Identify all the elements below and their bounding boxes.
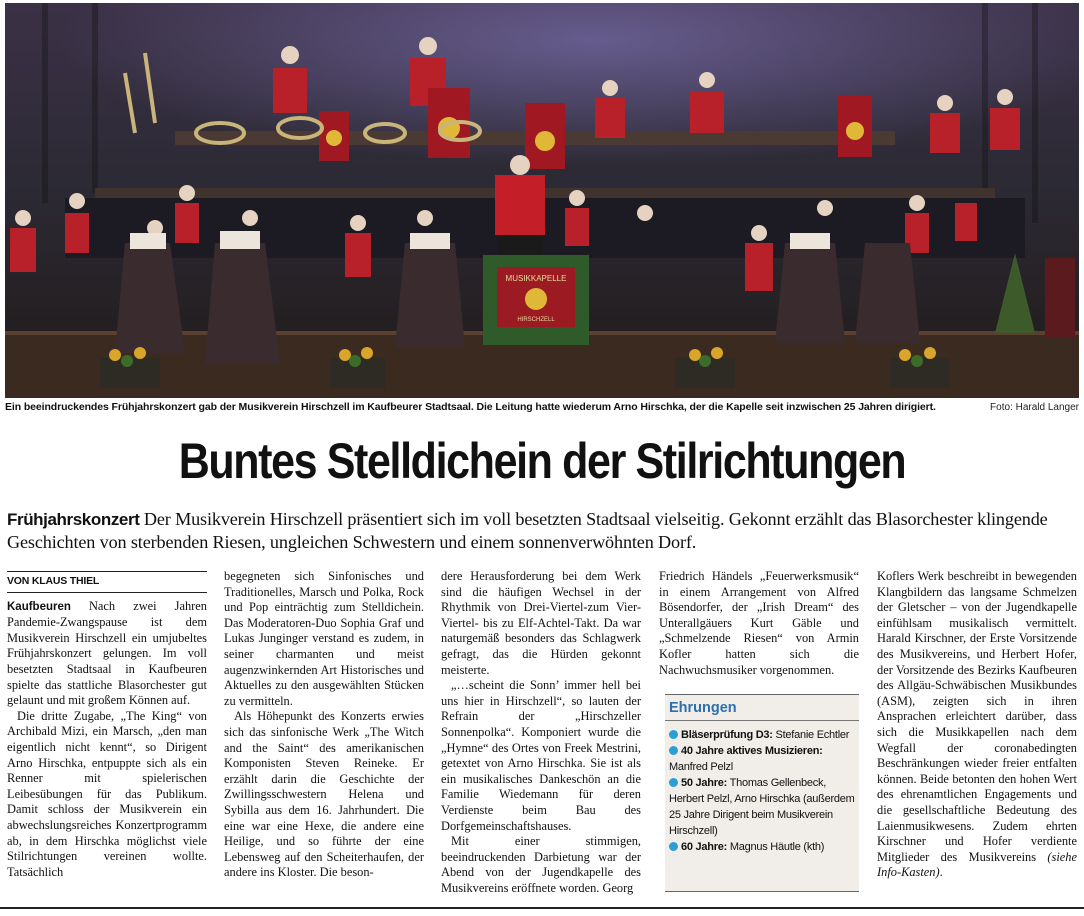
honors-item-text: Magnus Häutle (kth) bbox=[727, 841, 825, 853]
column-4-paragraph-1: Friedrich Händels „Feuerwerksmusik“ in einem Arrangement von Alfred Bösendorfer, der „Irish Dream“ des Unterallgäuers Kurt Gäble und „Schmelzende Riesen“ von Armin Kofler hatten sich die Nachwuchsmusiker vorgenommen. bbox=[659, 569, 859, 677]
column-3-paragraph-2: „…scheint die Sonn’ immer hell bei uns hier in Hirschzell“, so lauten der Refrain der „Hirschzeller Sonnenpolka“. Komponiert wurde die „Hymne“ des Ortes von Freek Mestrini, getextet von Arno Hirschka. Sie ist als ein musikalisches Dankeschön an die Familie Wiedemann für deren Verdienste beim Bau des Dorfgemeinschaftshauses. bbox=[441, 678, 641, 833]
author-byline: VON KLAUS THIEL bbox=[7, 571, 207, 593]
bullet-icon bbox=[669, 730, 678, 739]
honors-item bbox=[669, 839, 855, 855]
headline: Buntes Stelldichein der Stilrichtungen bbox=[178, 433, 906, 489]
honors-item-label: Bläserprüfung D3: bbox=[681, 729, 773, 741]
info-box-title: Ehrungen bbox=[665, 695, 859, 721]
podium-banner-text: MUSIKKAPELLE bbox=[505, 274, 567, 283]
honors-list bbox=[665, 727, 859, 855]
honors-item bbox=[669, 727, 855, 743]
article-column-5 bbox=[877, 569, 1077, 881]
article-column-2 bbox=[224, 569, 424, 881]
honors-item bbox=[669, 743, 855, 775]
column-2-paragraph-2: Als Höhepunkt des Konzerts erwies sich das sinfonische Werk „The Witch and the Saint“ des amerikanischen Komponisten Steven Reineke. Er erzählt darin die Geschichte der Zwillingsschwestern Helena und Sybilla aus dem 16. Jahrhundert. Die eine war eine Hexe, die andere eine Heilige, und so führte der eine Lebensweg auf den Scheiterhaufen, der andere ins Kloster. Die beson- bbox=[224, 709, 424, 880]
lead-kicker: Frühjahrskonzert bbox=[7, 510, 140, 529]
dateline-location: Kaufbeuren bbox=[7, 600, 71, 613]
honors-item-text: Stefanie Echtler bbox=[772, 729, 850, 741]
bullet-icon bbox=[669, 778, 678, 787]
article-column-4 bbox=[659, 569, 859, 678]
podium-banner-subtext: HIRSCHZELL bbox=[517, 317, 555, 323]
honors-item bbox=[669, 775, 855, 839]
column-3-paragraph-3: Mit einer stimmigen, beeindruckenden Darbietung war der Abend von der Jugendkapelle des Musikvereins eröffnete worden. Georg bbox=[441, 834, 641, 895]
honors-item-label: 50 Jahre: bbox=[681, 777, 728, 789]
photo-credit: Foto: Harald Langer bbox=[990, 402, 1079, 413]
info-box-reference: (siehe Info-Kasten) bbox=[877, 849, 1077, 880]
honors-item-text: Manfred Pelzl bbox=[669, 761, 734, 773]
honors-item-text: Thomas Gellenbeck, Herbert Pelzl, Arno Hirschka (außerdem 25 Jahre Dirigent beim Musikverein Hirschzell) bbox=[669, 777, 855, 837]
article-column-1 bbox=[7, 571, 207, 880]
concert-photo bbox=[5, 3, 1079, 398]
column-3-paragraph-1: dere Herausforderung bei dem Werk sind die häufigen Wechsel in der Rhythmik von Drei-Viertel-zum Vier-Viertel- bis zu Elf-Achtel-Takt. Da war naturgemäß besonders das Schlagwerk gefragt, das die Hürden gekonnt meisterte. bbox=[441, 569, 641, 677]
article-column-3 bbox=[441, 569, 641, 896]
column-1-paragraph-1-text: Nach zwei Jahren Pandemie-Zwangspause ist dem Musikverein Hirschzell ein umjubeltes Frühjahrskonzert gelungen. Im voll besetzten Stadtsaal in Kaufbeuren spielte das stattliche Blasorchester gut gelaunt und mit großem Können auf. bbox=[7, 598, 207, 708]
bottom-rule bbox=[0, 907, 1084, 909]
honors-item-label: 60 Jahre: bbox=[681, 841, 728, 853]
bullet-icon bbox=[669, 746, 678, 755]
column-5-paragraph-1 bbox=[877, 569, 1077, 881]
lead-text: Der Musikverein Hirschzell präsentiert sich im voll besetzten Stadtsaal vielseitig. Gekonnt erzählt das Blasorchester klingende Geschichten von sterbenden Riesen, ungleichen Schwestern und einem sonnenverwöhnten Dorf. bbox=[7, 509, 1048, 552]
column-1-paragraph-2: Die dritte Zugabe, „The King“ von Archibald Mizi, ein Marsch, „den man eigentlich nicht kennt“, so Dirigent Arno Hirschka, entpuppte sich als ein Renner mit spielerischen Leibesübungen für das Publikum. Damit schloss der Musikverein ein abwechslungsreiches Konzertprogramm ab, in dem Hirschka möglichst viele Stilrichtungen vereinen wollte. Tatsächlich bbox=[7, 708, 207, 879]
column-1-paragraph-1 bbox=[7, 599, 207, 709]
column-5-paragraph-1-text: Koflers Werk beschreibt in bewegenden Klangbildern das langsame Schmelzen der Gletscher – von der Jugendkapelle einfühlsam musikalisch vermittelt. Harald Kirschner, der Erste Vorsitzende des Musikvereins, und Herbert Hofer, der Vorsitzende des Bezirks Kaufbeuren des Allgäu-Schwäbischen Musikbundes (ASM), zeigten sich in ihren Ansprachen erleichtert darüber, dass sich die Musikkapellen nach dem Wegfall der coronabedingten Beschränkungen wieder freier entfalten können. Beide betonten den hohen Wert des ehrenamtlichen Engagements und die gesellschaftliche Bedeutung des Laienmusikwesens. Zudem ehrten Kirschner und Hofer verdiente Mitglieder des Musikvereins bbox=[877, 569, 1077, 864]
info-box-ehrungen bbox=[665, 694, 859, 892]
honors-item-label: 40 Jahre aktives Musizieren: bbox=[681, 745, 823, 757]
column-2-paragraph-1: begegneten sich Sinfonisches und Traditionelles, Marsch und Polka, Rock und Pop einträchtig zum Stelldichein. Das Moderatoren-Duo Sophia Graf und Lukas Junginger verstand es zudem, in seiner charmanten und meist augenzwinkernden Art Historisches und Aktuelles zu den ausgewählten Stücken zu vermitteln. bbox=[224, 569, 424, 708]
photo-caption: Ein beeindruckendes Frühjahrskonzert gab der Musikverein Hirschzell im Kaufbeurer Stadtsaal. Die Leitung hatte wiederum Arno Hirschka, der die Kapelle seit inzwischen 25 Jahren dirigiert. bbox=[5, 401, 936, 413]
bullet-icon bbox=[669, 842, 678, 851]
lead-paragraph bbox=[7, 508, 1079, 554]
column-5-end-punctuation: . bbox=[939, 865, 943, 880]
